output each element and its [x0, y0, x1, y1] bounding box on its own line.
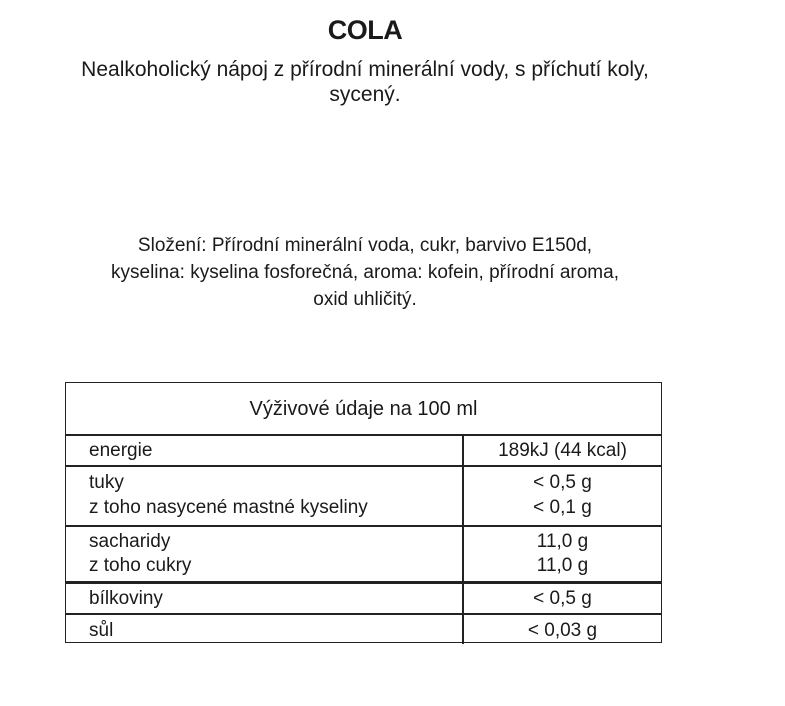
product-title: COLA: [327, 15, 403, 45]
nutrient-value-sugars: 11,0 g: [536, 555, 589, 576]
nutrition-table-header: Výživové údaje na 100 ml: [249, 398, 478, 420]
nutrient-value-saturated-fat: < 0,1 g: [533, 497, 592, 518]
nutrient-label-carbohydrates: sacharidy: [89, 531, 171, 552]
nutrient-value-energy: 189kJ (44 kcal): [498, 440, 627, 461]
nutrient-value-carbohydrates: 11,0 g: [536, 531, 589, 552]
nutrient-label-sugars: z toho cukry: [89, 555, 192, 576]
nutrient-label-saturated-fat: z toho nasycené mastné kyseliny: [89, 497, 368, 518]
nutrient-label-protein: bílkoviny: [89, 588, 163, 609]
ingredients-text: [0, 232, 730, 313]
nutrient-value-fat: < 0,5 g: [533, 472, 592, 493]
table-divider: [66, 525, 661, 527]
ingredients-line-1: Složení: Přírodní minerální voda, cukr, barvivo E150d,: [137, 235, 593, 256]
nutrient-label-energy: energie: [89, 440, 153, 461]
product-description-line-2: sycený.: [329, 83, 401, 106]
table-divider: [66, 613, 661, 615]
table-divider: [66, 465, 661, 467]
nutrient-label-fat: tuky: [89, 472, 124, 493]
nutrient-value-salt: < 0,03 g: [527, 620, 598, 641]
nutrient-label-salt: sůl: [89, 620, 114, 641]
nutrient-value-protein: < 0,5 g: [533, 588, 592, 609]
table-divider: [66, 581, 661, 584]
product-description: [0, 57, 730, 107]
ingredients-line-2: kyselina: kyselina fosforečná, aroma: kofein, přírodní aroma,: [111, 262, 619, 283]
ingredients-line-3: oxid uhličitý.: [313, 289, 417, 310]
table-divider: [66, 434, 661, 436]
nutrition-table: [65, 382, 662, 643]
product-description-line-1: Nealkoholický nápoj z přírodní minerální vody, s příchutí koly,: [81, 58, 649, 81]
